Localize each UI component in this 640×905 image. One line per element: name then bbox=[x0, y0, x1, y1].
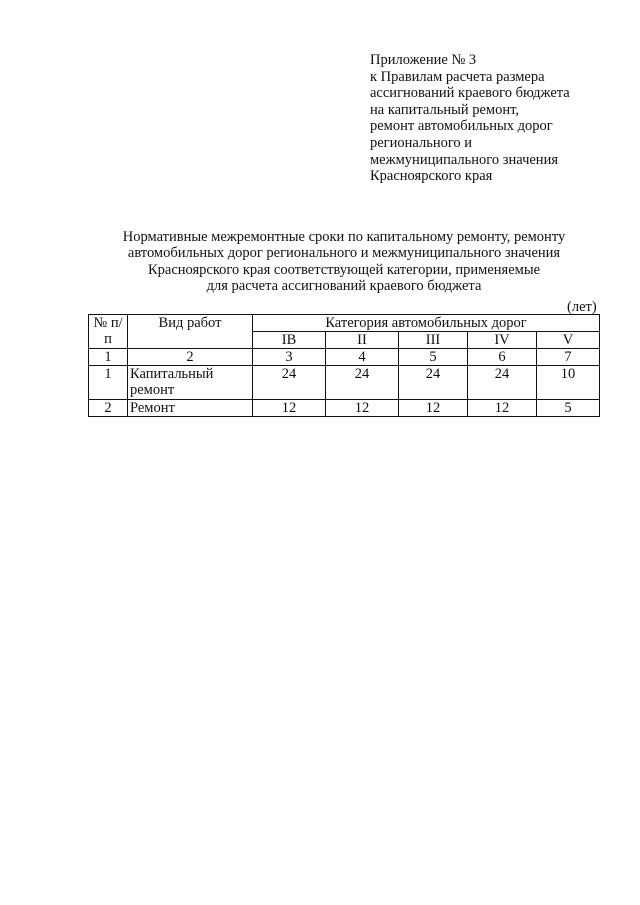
appendix-line: Приложение № 3 bbox=[370, 52, 477, 68]
title-line: автомобильных дорог регионального и межмуниципального значения bbox=[127, 245, 561, 262]
column-number: 3 bbox=[253, 349, 326, 366]
row-num: 2 bbox=[89, 400, 128, 417]
header-category: III bbox=[399, 332, 468, 349]
header-category: II bbox=[326, 332, 399, 349]
header-num: № п/п bbox=[89, 315, 128, 349]
column-number: 5 bbox=[399, 349, 468, 366]
header-category: IB bbox=[253, 332, 326, 349]
column-number: 7 bbox=[537, 349, 600, 366]
appendix-line: регионального и bbox=[370, 134, 473, 151]
column-number: 1 bbox=[89, 349, 128, 366]
row-value: 10 bbox=[537, 366, 600, 400]
row-value: 12 bbox=[253, 400, 326, 417]
appendix-note bbox=[370, 52, 570, 185]
norms-table bbox=[88, 314, 600, 417]
row-value: 24 bbox=[326, 366, 399, 400]
appendix-line: межмуниципального значения bbox=[370, 151, 558, 168]
units-label: (лет) bbox=[567, 299, 597, 315]
row-value: 12 bbox=[468, 400, 537, 417]
table-row bbox=[89, 366, 600, 400]
title-line: Нормативные межремонтные сроки по капитальному ремонту, ремонту bbox=[122, 229, 566, 245]
appendix-line: ремонт автомобильных дорог bbox=[370, 118, 553, 135]
document-title bbox=[88, 229, 600, 294]
row-value: 12 bbox=[399, 400, 468, 417]
column-number: 2 bbox=[128, 349, 253, 366]
appendix-line: ассигнований краевого бюджета bbox=[370, 85, 570, 102]
header-category: IV bbox=[468, 332, 537, 349]
column-number: 6 bbox=[468, 349, 537, 366]
appendix-line: Красноярского края bbox=[370, 168, 493, 185]
header-work-type: Вид работ bbox=[128, 315, 253, 349]
row-work-type: Ремонт bbox=[128, 400, 253, 417]
row-value: 24 bbox=[468, 366, 537, 400]
appendix-line: к Правилам расчета размера bbox=[370, 68, 545, 85]
row-work-type: Капитальный ремонт bbox=[128, 366, 253, 400]
row-value: 12 bbox=[326, 400, 399, 417]
row-value: 24 bbox=[253, 366, 326, 400]
header-row bbox=[89, 315, 600, 332]
header-category: V bbox=[537, 332, 600, 349]
column-number: 4 bbox=[326, 349, 399, 366]
table-row bbox=[89, 400, 600, 417]
row-value: 24 bbox=[399, 366, 468, 400]
row-value: 5 bbox=[537, 400, 600, 417]
header-category-group: Категория автомобильных дорог bbox=[253, 315, 600, 332]
title-line: Красноярского края соответствующей категории, применяемые bbox=[147, 261, 541, 278]
appendix-line: на капитальный ремонт, bbox=[370, 101, 519, 118]
row-num: 1 bbox=[89, 366, 128, 400]
column-number-row bbox=[89, 349, 600, 366]
title-line: для расчета ассигнований краевого бюджета bbox=[206, 277, 482, 294]
